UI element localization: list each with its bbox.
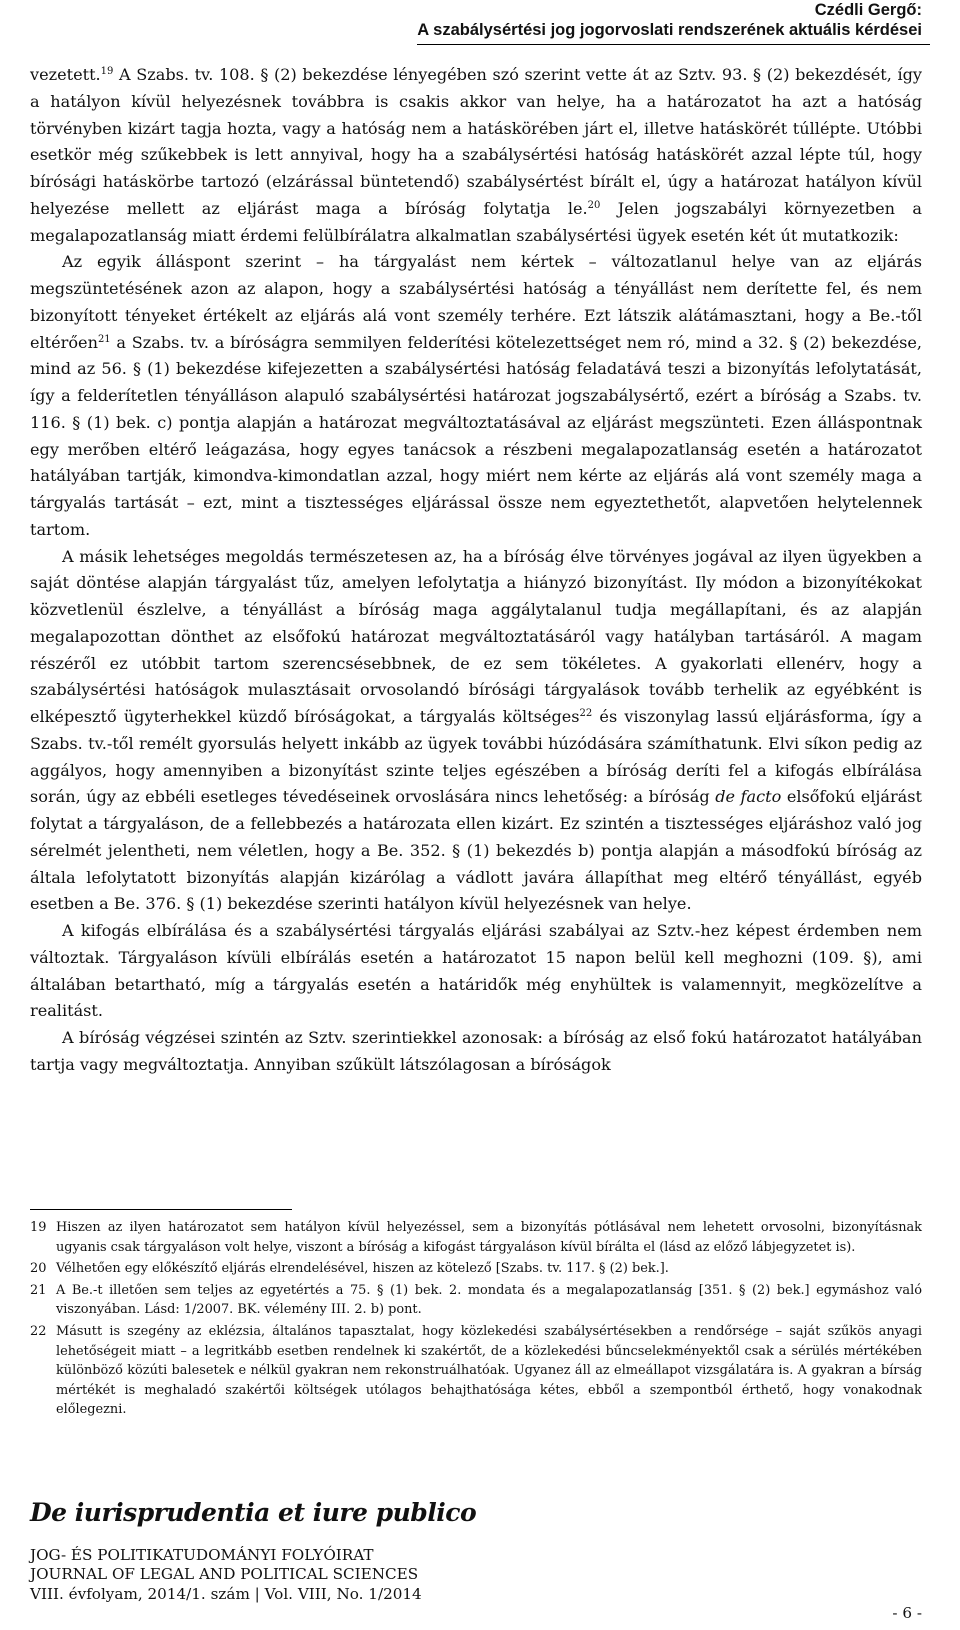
text-run: Jelen jogszabályi környezetben a megalapozatlanság miatt érdemi felülbírálatra alkalmatlan szabálysértési ügyek esetén két út mutatkozik: [30, 198, 928, 245]
footnote-22 [30, 1322, 922, 1420]
footnote-ref-22[interactable]: 22 [579, 708, 593, 719]
journal-logo: De iurisprudentia et iure publico [30, 1498, 477, 1527]
footnote-ref-21[interactable]: 21 [97, 333, 111, 345]
journal-info [30, 1546, 422, 1604]
footnote-text: Vélhetően egy előkészítő eljárás elrendelésével, hiszen az kötelező [Szabs. tv. 117. § (2) bek.]. [56, 1261, 669, 1277]
footnote-number: 19 [30, 1220, 47, 1235]
header-rule [417, 44, 930, 45]
footnote-19 [30, 1218, 922, 1257]
paragraph-3 [30, 544, 928, 919]
footnote-20 [30, 1259, 922, 1279]
paragraph-4: A kifogás elbírálása és a szabálysértési tárgyalás eljárási szabályai az Sztv.-hez képest érdemben nem változtak. Tárgyaláson kívüli elbírálás esetén a határozatot 15 napon belül kell meghozni (109. §), ami általában betartható, míg a tárgyalás esetén a határidők még enyhültek is valamennyit, megközelítve a realitást. [30, 921, 922, 1021]
header-title: A szabálysértési jog jogorvoslati rendszerének aktuális kérdései [417, 21, 922, 39]
page-number: - 6 - [892, 1604, 922, 1622]
footnote-text: Hiszen az ilyen határozatot sem hatályon kívül helyezéssel, sem a bizonyítás pótlásával nem lehetett orvosolni, bizonyításnak ugyanis csak tárgyaláson volt helye, viszont a bíróság a kifogást tárgyaláson kívül bírálta el (lásd az előző lábjegyzetet is). [56, 1220, 922, 1255]
footnote-21 [30, 1281, 922, 1320]
main-text [30, 62, 928, 1079]
paragraph-5: A bíróság végzései szintén az Sztv. szerintiekkel azonosak: a bíróság az első fokú határozatot hatályában tartja vagy megváltoztatja. Annyiban szűkült látszólagosan a bíróságok [30, 1028, 922, 1074]
text-run: a Szabs. tv. a bíróságra semmilyen felderítési kötelezettséget nem ró, mind a 32. § (2) bekezdése, mind az 56. § (1) bekezdése kifejezetten a szabálysértési hatóság feladatává teszi a bizonyítás lefolytatását, így a felderítetlen tényálláson alapuló szabálysértési határozat jogszabálysértő, ezért a bíróság a Szabs. tv. 116. § (1) bek. c) pontja alapján a határozat megváltoztatásával az eljárást megszünteti. Ezen álláspontnak egy merőben eltérő leágazása, hogy egyes tanácsok a részbeni megalapozatlanság esetén a határozatot hatályában tartják, kimondva-kimondatlan azzal, hogy miért nem kérte az eljárás alá vont személy maga a tárgyalás tartását – ezt, mint a tisztességes eljárással össze nem egyeztethetőt, alapvetően helytelennek tartom. [30, 332, 928, 539]
footnote-text: Másutt is szegény az eklézsia, általános tapasztalat, hogy közlekedési szabálysértésekben a rendőrsége – saját szűkös anyagi lehetőségeit miatt – a legritkább esetben rendelnek ki szakértőt, de a közlekedési bűncselekményektől csak a sérülés mértékében különböző közúti balesetek e nélkül gyakran nem rekonstruálhatóak. Ugyanez áll az elmeállapot vizsgálatára is. A gyakran a bírság mértékét is meghaladó szakértői költségek utólagos behajthatósága kétes, ebből a szempontból érthető, hogy vonakodnak előlegezni. [56, 1323, 922, 1418]
footnote-number: 21 [30, 1282, 47, 1298]
text-run: A Szabs. tv. 108. § (2) bekezdése lényegében szó szerint vette át az Sztv. 93. § (2) bekezdését, így a hatályon kívül helyezésnek továbbra is csakis akkor van helye, ha a határozatot ha azt a hatóság törvényben kizárt tagja hozta, vagy a hatóság nem a hatáskörében járt el, illetve hatáskörét túllépte. Utóbbi esetkör még szűkebbek is lett annyival, hogy ha a szabálysértési hatóság hatáskörét azzal lépte túl, hogy bírósági hatáskörbe tartozó (elzárással büntetendő) szabálysértést bírált el, úgy a határozat hatályon kívül helyezése mellett az eljárást maga a bíróság folytatja le. [30, 65, 928, 218]
footnote-number: 22 [30, 1323, 47, 1339]
text-run: Az egyik álláspont szerint – ha tárgyalást nem kértek – változatlanul helye van az eljárás megszüntetésének azon az alapon, hogy a szabálysértési hatóság a tényállást nem derítette fel, és nem bizonyított tényeket értékelt az eljárás alá vont személy terhére. Ezt látszik alátámasztani, hogy a Be.-től eltérően [30, 252, 922, 352]
footnotes [30, 1218, 922, 1422]
journal-subtitle-en: JOURNAL OF LEGAL AND POLITICAL SCIENCES [30, 1565, 419, 1584]
emphasis-de-facto: de facto [715, 787, 782, 807]
footnote-separator [30, 1209, 292, 1210]
paragraph-1 [30, 62, 928, 249]
footnote-ref-19[interactable]: 19 [100, 66, 114, 77]
text-run: és viszonylag lassú eljárásforma, így a Szabs. tv.-től remélt gyorsulás helyett inkább az ügyek további húzódására számíthatunk. Elvi síkon pedig az aggályos, hogy amennyiben a bizonyítást szinte teljes egészében a bíróság deríti fel a kifogás elbírálása során, úgy az ebbéli esetleges tévedéseinek orvoslására nincs lehetőség: a bíróság [30, 707, 928, 807]
footnote-text: A Be.-t illetően sem teljes az egyetértés a 75. § (1) bek. 2. mondata és a megalapozatlanság [351. § (2) bek.] egymáshoz való viszonyában. Lásd: 1/2007. BK. vélemény III. 2. b) pont. [56, 1282, 922, 1318]
journal-subtitle-hu: JOG- ÉS POLITIKATUDOMÁNYI FOLYÓIRAT [30, 1546, 374, 1564]
text-run: elsőfokú eljárást folytat a tárgyaláson, de a fellebbezés a határozata ellen kizárt. Ez szintén a tisztességes eljáráshoz való jog sérelmét jelentheti, nem véletlen, hogy a Be. 352. § (1) bekezdés b) pontja alapján a másodfokú bíróság az általa lefolytatott bizonyítás alapján kizárólag a vádlott javára állapíthat meg eltérő tényállást, egyéb esetben a Be. 376. § (1) bekezdése szerinti hatályon kívül helyezésnek van helye. [30, 787, 928, 914]
running-header [417, 0, 922, 40]
text-run: vezetett. [30, 65, 101, 84]
footnote-number: 20 [30, 1261, 47, 1277]
paragraph-2 [30, 249, 928, 543]
footnote-ref-20[interactable]: 20 [587, 199, 601, 211]
header-author: Czédli Gergő: [814, 1, 922, 19]
journal-issue: VIII. évfolyam, 2014/1. szám | Vol. VIII, No. 1/2014 [30, 1584, 422, 1603]
text-run: A másik lehetséges megoldás természetesen az, ha a bíróság élve törvényes jogával az ilyen ügyekben a saját döntése alapján tárgyalást tűz, amelyen lefolytatja a hiányzó bizonyítást. Ily módon a bizonyítékokat közvetlenül észlelve, a tényállást a bíróság maga aggálytalanul tudja megállapítani, és az alapján megalapozottan dönthet az elsőfokú határozat megváltoztatásáról vagy hatályban tartásáról. A magam részéről ez utóbbit tartom szerencsésebbnek, de ez sem tökéletes. A gyakorlati ellenérv, hogy a szabálysértési hatóságok mulasztásait orvosolandó bírósági tárgyalások tovább terhelik az egyébként is elképesztő ügyterhekkel küzdő bíróságokat, a tárgyalás költséges [30, 546, 922, 726]
